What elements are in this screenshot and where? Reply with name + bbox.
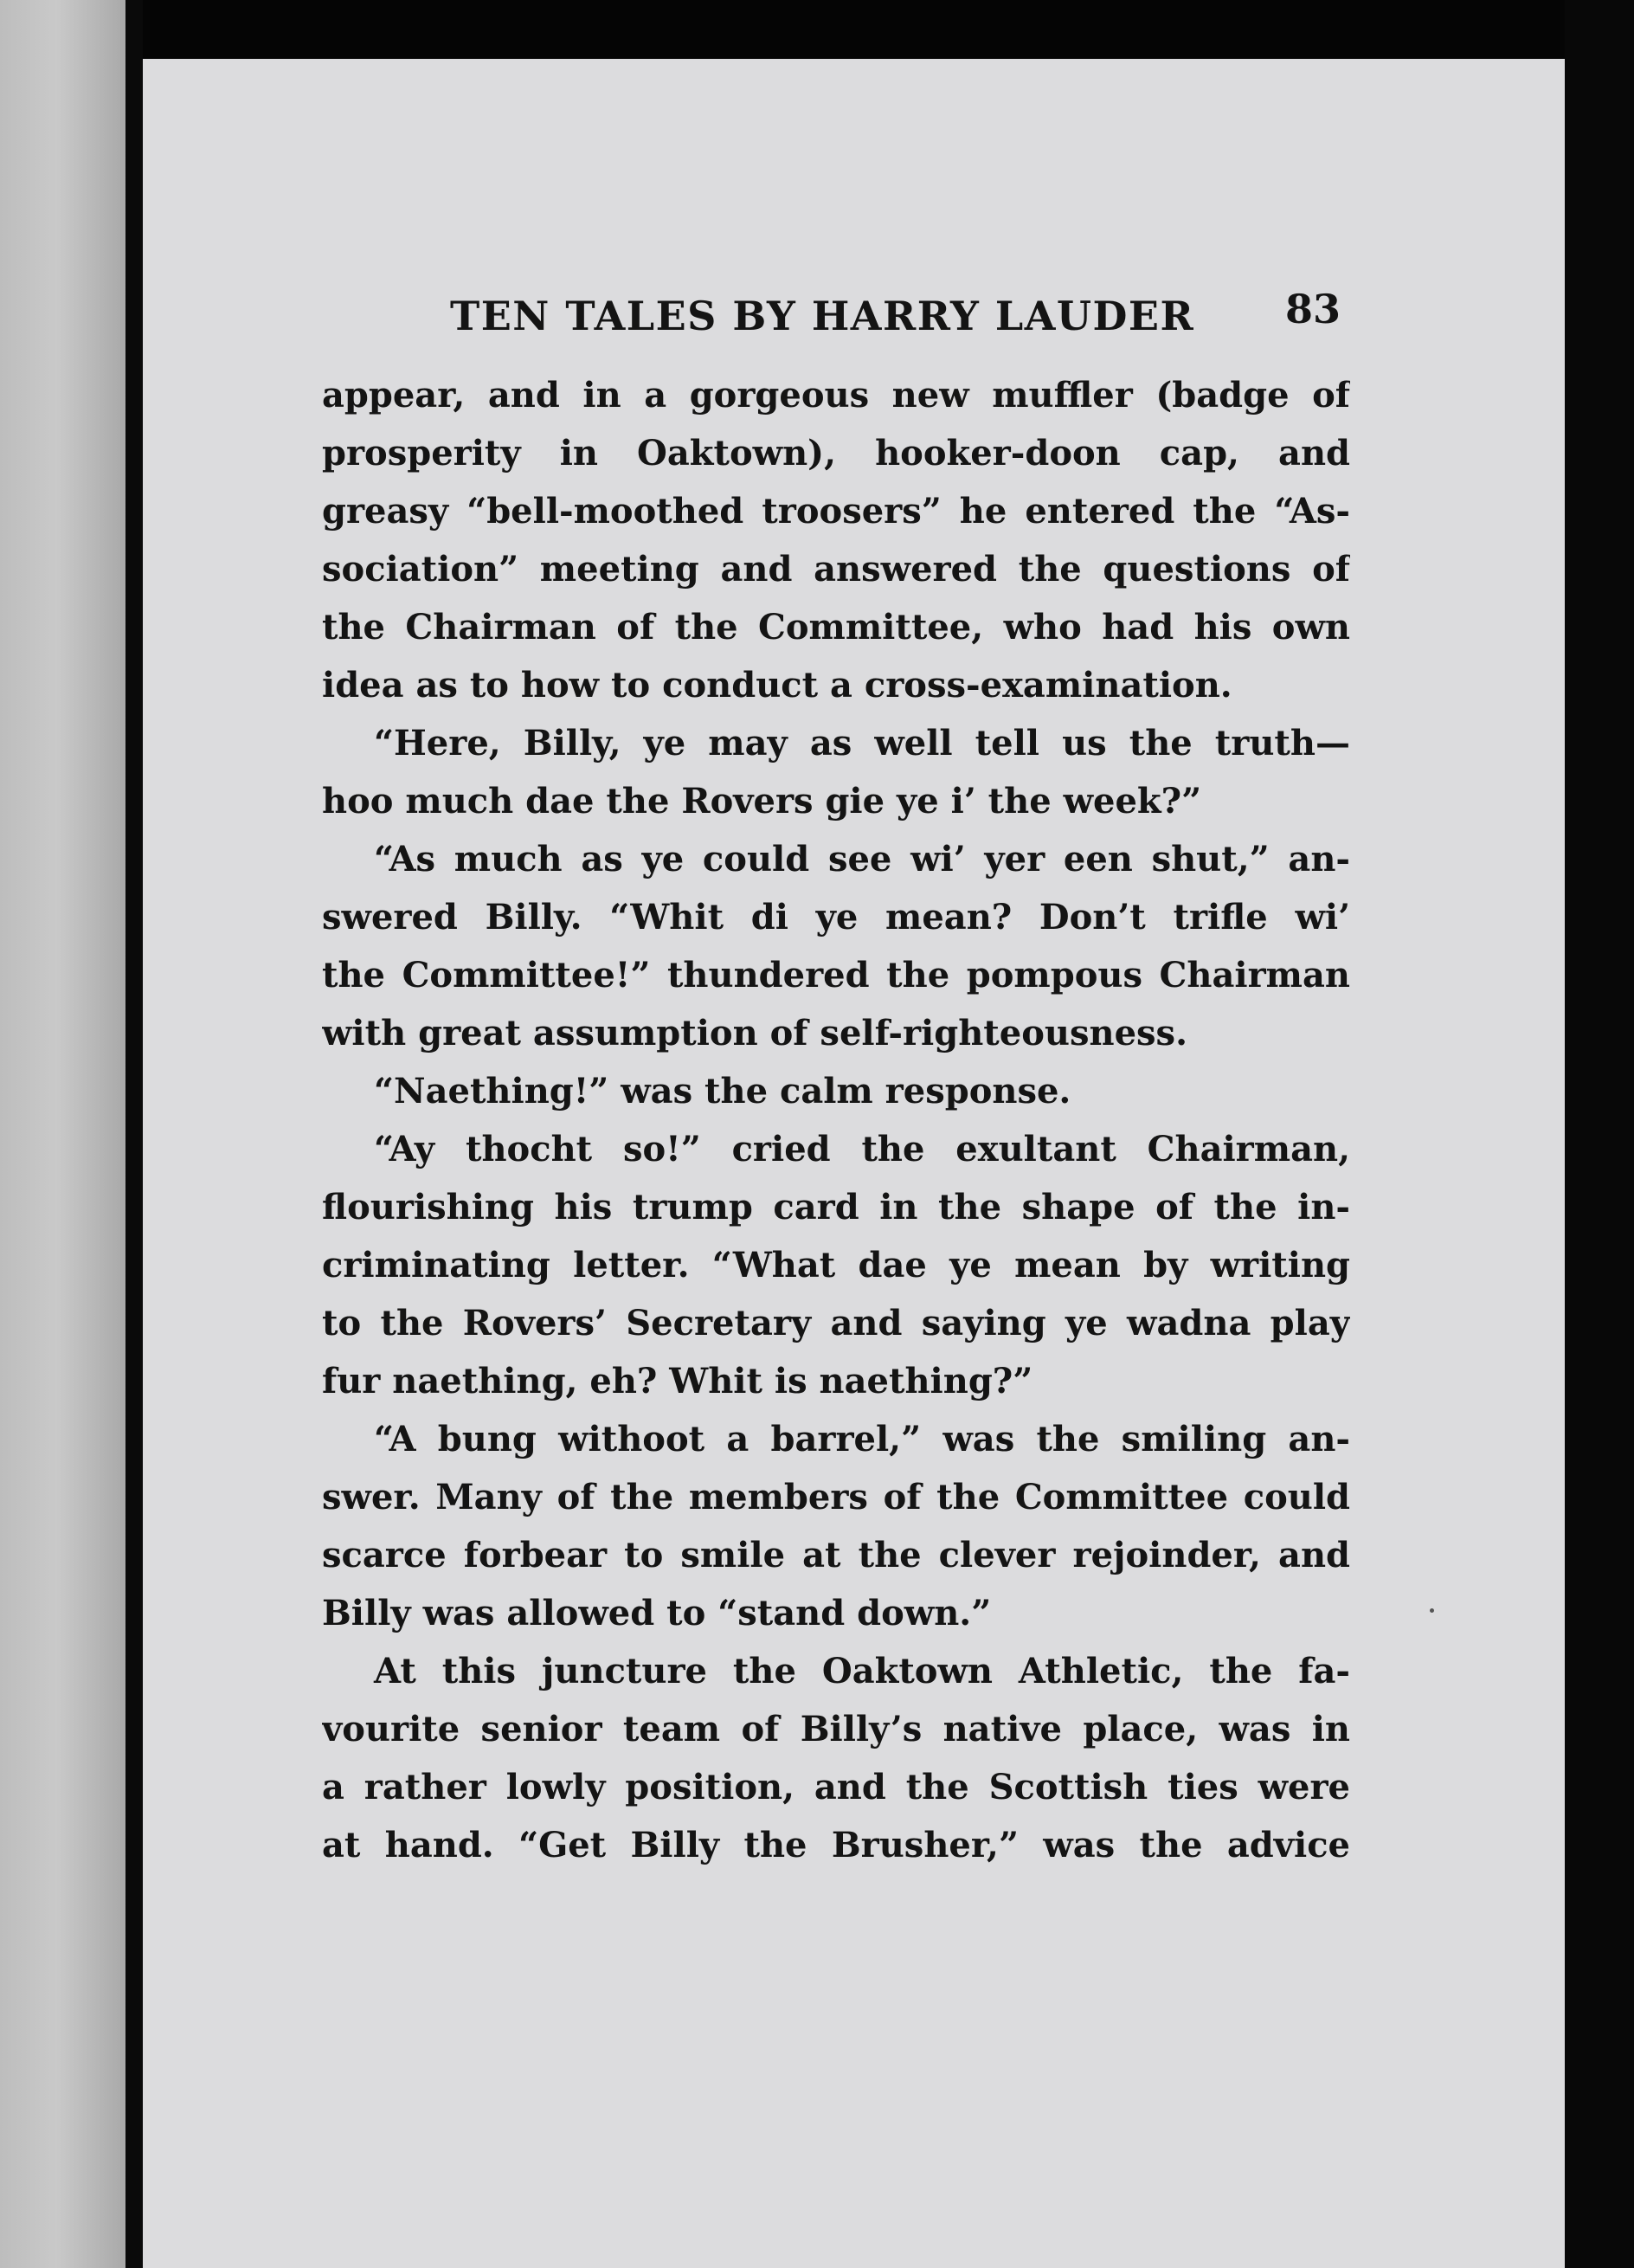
running-head: TEN TALES BY HARRY LAUDER [450, 293, 1195, 339]
book-gutter [125, 0, 143, 2268]
page-header [312, 286, 1346, 353]
text-line: to the Rovers’ Secretary and saying ye wadna play [322, 1303, 1350, 1343]
text-line: the Chairman of the Committee, who had his own [322, 607, 1350, 648]
text-line: fur naething, eh? Whit is naething?” [322, 1361, 1033, 1401]
text-line: “Naething!” was the calm response. [374, 1071, 1071, 1111]
text-line: with great assumption of self-righteousness. [322, 1013, 1187, 1053]
scan-speck [1430, 1608, 1434, 1613]
body-text [322, 366, 1350, 1874]
text-line: “Ay thocht so!” cried the exultant Chairman, [374, 1129, 1350, 1169]
text-line: sociation” meeting and answered the questions of [322, 549, 1350, 590]
text-line: prosperity in Oaktown), hooker-doon cap, and [322, 433, 1350, 474]
text-line: At this juncture the Oaktown Athletic, the fa- [374, 1651, 1350, 1691]
text-line: at hand. “Get Billy the Brusher,” was the advice [322, 1825, 1350, 1865]
text-line: swer. Many of the members of the Committee could [322, 1477, 1350, 1517]
text-line: appear, and in a gorgeous new muffler (badge of [322, 375, 1350, 416]
text-line: vourite senior team of Billy’s native place, was in [322, 1709, 1350, 1749]
page-number: 83 [1285, 286, 1341, 332]
text-line: “As much as ye could see wi’ yer een shut,” an- [374, 839, 1350, 879]
text-line: flourishing his trump card in the shape of the in- [322, 1187, 1350, 1227]
text-line: Billy was allowed to “stand down.” [322, 1593, 992, 1633]
text-line: a rather lowly position, and the Scottish ties were [322, 1767, 1350, 1807]
text-line: “A bung withoot a barrel,” was the smiling an- [374, 1419, 1350, 1459]
text-line: greasy “bell-moothed troosers” he entered the “As- [322, 491, 1350, 532]
text-line: swered Billy. “Whit di ye mean? Don’t trifle wi’ [322, 897, 1350, 937]
facing-page-edge [0, 0, 125, 2268]
text-line: idea as to how to conduct a cross-examination. [322, 665, 1232, 706]
text-line: scarce forbear to smile at the clever rejoinder, and [322, 1535, 1350, 1575]
scan-top-border [125, 0, 1634, 59]
text-line: “Here, Billy, ye may as well tell us the truth— [374, 723, 1350, 764]
text-line: criminating letter. “What dae ye mean by writing [322, 1245, 1350, 1285]
text-line: hoo much dae the Rovers gie ye i’ the week?” [322, 781, 1202, 822]
text-line: the Committee!” thundered the pompous Chairman [322, 955, 1350, 995]
scan-right-border [1565, 0, 1634, 2268]
